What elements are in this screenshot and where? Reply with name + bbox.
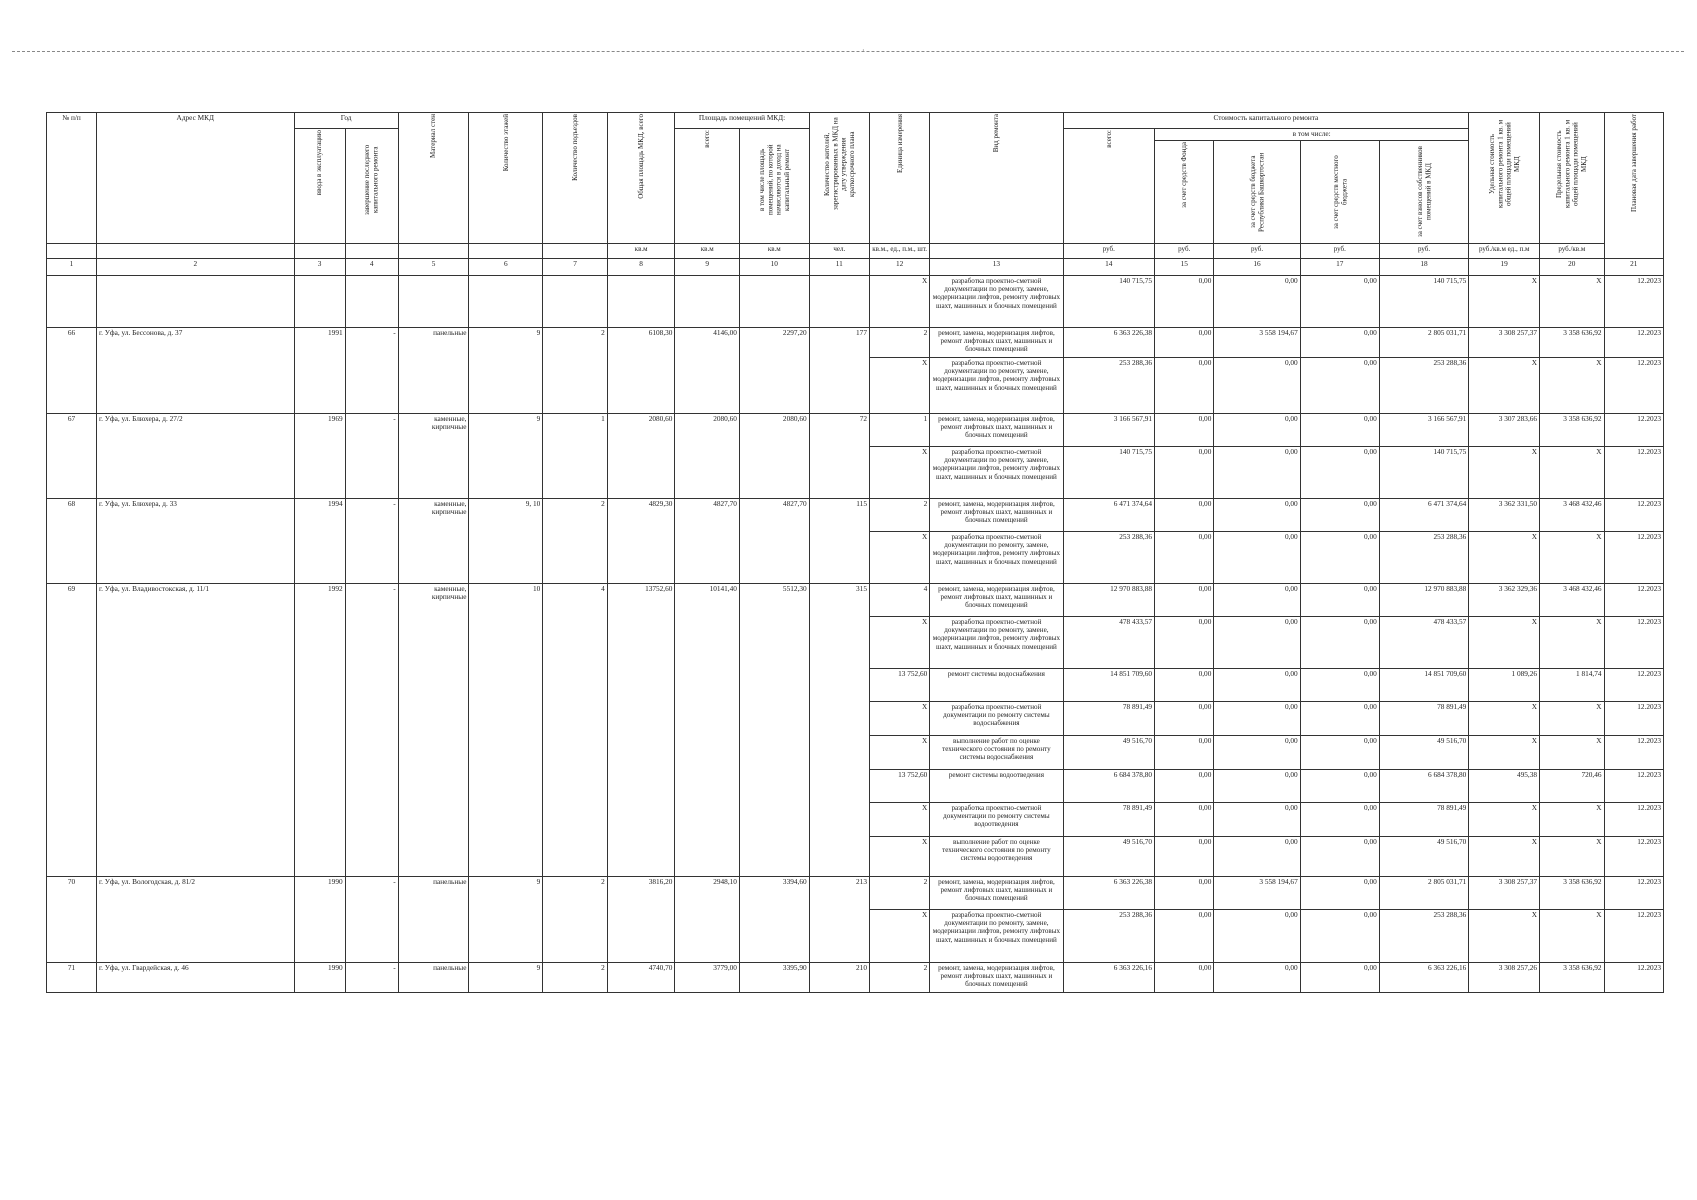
cell-f16: 0,00 bbox=[1214, 531, 1300, 583]
cell-f20: X bbox=[1540, 531, 1605, 583]
cell-unit: X bbox=[869, 836, 929, 876]
cell-work: ремонт, замена, модернизация лифтов, ремонт лифтовых шахт, машинных и блочных помещений bbox=[930, 583, 1063, 616]
cell-f16: 3 558 194,67 bbox=[1214, 327, 1300, 357]
table-row bbox=[47, 583, 1664, 616]
cell-fl bbox=[469, 275, 543, 327]
cell-f15: 0,00 bbox=[1155, 327, 1214, 357]
col-header-14: всего: bbox=[1063, 129, 1155, 244]
cell-f19: 495,38 bbox=[1469, 769, 1540, 802]
cell-en bbox=[543, 275, 608, 327]
cell-work: разработка проектно-сметной документации по ремонту, замене, модернизации лифтов, ремонту лифтовых шахт, машинных и блочных помещений bbox=[930, 357, 1063, 413]
col-header-18: за счет взносов собственников помещений в МКД bbox=[1379, 140, 1469, 243]
cell-f15: 0,00 bbox=[1155, 962, 1214, 992]
table-row bbox=[47, 962, 1664, 992]
cell-a10: 3394,60 bbox=[739, 876, 809, 962]
col-header-incl: в том числе: bbox=[1155, 129, 1469, 141]
col-header-7: Количество подъездов bbox=[543, 113, 608, 244]
col-header-5: Материал стен bbox=[398, 113, 469, 244]
cell-f21: 12.2023 bbox=[1604, 446, 1663, 498]
cell-f17: 0,00 bbox=[1300, 327, 1379, 357]
cell-f17: 0,00 bbox=[1300, 836, 1379, 876]
cell-unit: 2 bbox=[869, 962, 929, 992]
col-header-cost-group: Стоимость капитального ремонта bbox=[1063, 113, 1469, 129]
table-body bbox=[47, 275, 1664, 992]
cell-p11: 315 bbox=[809, 583, 869, 876]
cell-f16: 0,00 bbox=[1214, 909, 1300, 962]
cell-f21: 12.2023 bbox=[1604, 769, 1663, 802]
cell-f16: 0,00 bbox=[1214, 836, 1300, 876]
cell-f15: 0,00 bbox=[1155, 498, 1214, 531]
cell-f18: 49 516,70 bbox=[1379, 836, 1469, 876]
cell-a8: 2080,60 bbox=[607, 413, 675, 498]
cell-f20: 3 468 432,46 bbox=[1540, 498, 1605, 531]
cell-f15: 0,00 bbox=[1155, 531, 1214, 583]
cell-f19: 3 362 331,50 bbox=[1469, 498, 1540, 531]
cell-f17: 0,00 bbox=[1300, 962, 1379, 992]
capital-repair-table bbox=[46, 112, 1664, 993]
cell-total: 6 363 226,38 bbox=[1063, 876, 1155, 909]
table-row bbox=[47, 327, 1664, 357]
cell-num: 66 bbox=[47, 327, 97, 413]
cell-a10: 3395,90 bbox=[739, 962, 809, 992]
cell-f18: 78 891,49 bbox=[1379, 701, 1469, 735]
col-header-6: Количество этажей bbox=[469, 113, 543, 244]
cell-f21: 12.2023 bbox=[1604, 701, 1663, 735]
cell-f16: 0,00 bbox=[1214, 769, 1300, 802]
cell-unit: X bbox=[869, 446, 929, 498]
cell-unit: X bbox=[869, 275, 929, 327]
cell-total: 6 363 226,16 bbox=[1063, 962, 1155, 992]
col-header-2: Адрес МКД bbox=[96, 113, 294, 244]
cell-unit: 13 752,60 bbox=[869, 668, 929, 701]
cell-f17: 0,00 bbox=[1300, 446, 1379, 498]
cell-f21: 12.2023 bbox=[1604, 616, 1663, 668]
cell-y bbox=[294, 275, 345, 327]
col-header-20: Предельная стоимость капитального ремонта 1 кв. м общей площади помещений МКД bbox=[1540, 113, 1605, 244]
cell-a8: 6108,30 bbox=[607, 327, 675, 413]
cell-addr: г. Уфа, ул. Владивостокская, д. 11/1 bbox=[96, 583, 294, 876]
cell-num: 68 bbox=[47, 498, 97, 583]
cell-f16: 0,00 bbox=[1214, 962, 1300, 992]
cell-mat bbox=[398, 275, 469, 327]
cell-work: разработка проектно-сметной документации по ремонту системы водоснабжения bbox=[930, 701, 1063, 735]
cell-f18: 6 471 374,64 bbox=[1379, 498, 1469, 531]
cell-f20: X bbox=[1540, 275, 1605, 327]
cell-a10: 2297,20 bbox=[739, 327, 809, 413]
cell-lr: - bbox=[345, 413, 398, 498]
cell-f21: 12.2023 bbox=[1604, 909, 1663, 962]
cell-num: 69 bbox=[47, 583, 97, 876]
table-row bbox=[47, 275, 1664, 327]
cell-num bbox=[47, 275, 97, 327]
cell-f18: 14 851 709,60 bbox=[1379, 668, 1469, 701]
cell-a8: 4829,30 bbox=[607, 498, 675, 583]
cell-work: ремонт, замена, модернизация лифтов, ремонт лифтовых шахт, машинных и блочных помещений bbox=[930, 327, 1063, 357]
cell-mat: каменные, кирпичные bbox=[398, 583, 469, 876]
cell-mat: панельные bbox=[398, 962, 469, 992]
cell-unit: 2 bbox=[869, 498, 929, 531]
cell-f20: 1 814,74 bbox=[1540, 668, 1605, 701]
cell-f21: 12.2023 bbox=[1604, 802, 1663, 836]
cell-work: ремонт системы водоотведения bbox=[930, 769, 1063, 802]
cell-total: 478 433,57 bbox=[1063, 616, 1155, 668]
cell-total: 14 851 709,60 bbox=[1063, 668, 1155, 701]
cell-f15: 0,00 bbox=[1155, 446, 1214, 498]
cell-f16: 0,00 bbox=[1214, 583, 1300, 616]
cell-f18: 6 684 378,80 bbox=[1379, 769, 1469, 802]
cell-p11: 210 bbox=[809, 962, 869, 992]
cell-f15: 0,00 bbox=[1155, 583, 1214, 616]
cell-a9: 10141,40 bbox=[675, 583, 740, 876]
cell-lr: - bbox=[345, 327, 398, 413]
cell-f17: 0,00 bbox=[1300, 735, 1379, 769]
cell-mat: панельные bbox=[398, 327, 469, 413]
cell-f18: 3 166 567,91 bbox=[1379, 413, 1469, 446]
cell-addr: г. Уфа, ул. Блюхера, д. 27/2 bbox=[96, 413, 294, 498]
cell-f15: 0,00 bbox=[1155, 909, 1214, 962]
cell-num: 67 bbox=[47, 413, 97, 498]
col-header-19: Удельная стоимость капитального ремонта 1 кв. м общей площади помещений МКД bbox=[1469, 113, 1540, 244]
cell-unit: 2 bbox=[869, 327, 929, 357]
col-header-17: за счет средств местного бюджета bbox=[1300, 140, 1379, 243]
cell-f21: 12.2023 bbox=[1604, 962, 1663, 992]
cell-total: 6 471 374,64 bbox=[1063, 498, 1155, 531]
cell-f17: 0,00 bbox=[1300, 876, 1379, 909]
col-header-8: Общая площадь МКД, всего bbox=[607, 113, 675, 244]
cell-unit: X bbox=[869, 357, 929, 413]
cell-work: разработка проектно-сметной документации по ремонту системы водоотведения bbox=[930, 802, 1063, 836]
cell-unit: X bbox=[869, 802, 929, 836]
cell-f19: X bbox=[1469, 735, 1540, 769]
cell-f19: X bbox=[1469, 701, 1540, 735]
cell-num: 71 bbox=[47, 962, 97, 992]
cell-en: 1 bbox=[543, 413, 608, 498]
cell-f15: 0,00 bbox=[1155, 735, 1214, 769]
cell-f16: 0,00 bbox=[1214, 357, 1300, 413]
units-row: кв.м кв.м кв.м чел. кв.м., ед., п.м., шт. руб. руб. руб. руб. руб. руб./кв.м ед., п.м руб./кв.м bbox=[47, 243, 1664, 258]
cell-addr: г. Уфа, ул. Вологодская, д. 81/2 bbox=[96, 876, 294, 962]
cell-p11: 213 bbox=[809, 876, 869, 962]
cell-f20: X bbox=[1540, 836, 1605, 876]
table-row bbox=[47, 876, 1664, 909]
cell-y: 1991 bbox=[294, 327, 345, 413]
cell-total: 49 516,70 bbox=[1063, 836, 1155, 876]
cell-f21: 12.2023 bbox=[1604, 735, 1663, 769]
cell-work: ремонт, замена, модернизация лифтов, ремонт лифтовых шахт, машинных и блочных помещений bbox=[930, 962, 1063, 992]
cell-f15: 0,00 bbox=[1155, 876, 1214, 909]
cell-f19: X bbox=[1469, 357, 1540, 413]
cell-f18: 253 288,36 bbox=[1379, 357, 1469, 413]
cell-total: 253 288,36 bbox=[1063, 531, 1155, 583]
cell-f15: 0,00 bbox=[1155, 769, 1214, 802]
cell-f19: 3 307 283,66 bbox=[1469, 413, 1540, 446]
col-header-16: за счет средств бюджета Республики Башкортостан bbox=[1214, 140, 1300, 243]
cell-f18: 78 891,49 bbox=[1379, 802, 1469, 836]
table-row bbox=[47, 498, 1664, 531]
cell-total: 253 288,36 bbox=[1063, 357, 1155, 413]
cell-y: 1990 bbox=[294, 876, 345, 962]
cell-f15: 0,00 bbox=[1155, 357, 1214, 413]
cell-fl: 9 bbox=[469, 327, 543, 413]
cell-f21: 12.2023 bbox=[1604, 836, 1663, 876]
cell-total: 253 288,36 bbox=[1063, 909, 1155, 962]
cell-lr: - bbox=[345, 498, 398, 583]
cell-fl: 9 bbox=[469, 962, 543, 992]
cell-mat: каменные, кирпичные bbox=[398, 498, 469, 583]
cell-a10: 4827,70 bbox=[739, 498, 809, 583]
cell-f16: 0,00 bbox=[1214, 446, 1300, 498]
col-header-area-group: Площадь помещений МКД: bbox=[675, 113, 809, 129]
cell-total: 49 516,70 bbox=[1063, 735, 1155, 769]
cell-en: 2 bbox=[543, 327, 608, 413]
cell-f20: X bbox=[1540, 357, 1605, 413]
cell-f19: X bbox=[1469, 446, 1540, 498]
cell-f15: 0,00 bbox=[1155, 668, 1214, 701]
cell-f17: 0,00 bbox=[1300, 909, 1379, 962]
cell-f21: 12.2023 bbox=[1604, 327, 1663, 357]
cell-f17: 0,00 bbox=[1300, 583, 1379, 616]
cell-lr: - bbox=[345, 583, 398, 876]
cell-f21: 12.2023 bbox=[1604, 498, 1663, 531]
cell-f18: 140 715,75 bbox=[1379, 446, 1469, 498]
cell-f19: X bbox=[1469, 802, 1540, 836]
cell-total: 6 363 226,38 bbox=[1063, 327, 1155, 357]
cell-unit: X bbox=[869, 616, 929, 668]
cell-f15: 0,00 bbox=[1155, 701, 1214, 735]
cell-f16: 0,00 bbox=[1214, 616, 1300, 668]
cell-f18: 253 288,36 bbox=[1379, 909, 1469, 962]
cell-f20: X bbox=[1540, 735, 1605, 769]
cell-a9: 2948,10 bbox=[675, 876, 740, 962]
col-header-11: Количество жителей, зарегистрированных в МКД на дату утверждения краткосрочного плана bbox=[809, 113, 869, 244]
cell-y: 1994 bbox=[294, 498, 345, 583]
cell-a8: 4740,70 bbox=[607, 962, 675, 992]
cell-f20: X bbox=[1540, 802, 1605, 836]
table-row bbox=[47, 413, 1664, 446]
cell-p11: 177 bbox=[809, 327, 869, 413]
cell-en: 2 bbox=[543, 962, 608, 992]
cell-f17: 0,00 bbox=[1300, 275, 1379, 327]
cell-p11: 72 bbox=[809, 413, 869, 498]
cell-f15: 0,00 bbox=[1155, 275, 1214, 327]
cell-addr bbox=[96, 275, 294, 327]
cell-total: 6 684 378,80 bbox=[1063, 769, 1155, 802]
cell-p11: 115 bbox=[809, 498, 869, 583]
cell-f21: 12.2023 bbox=[1604, 357, 1663, 413]
col-header-9: всего: bbox=[675, 129, 740, 244]
cell-f20: X bbox=[1540, 616, 1605, 668]
cell-f17: 0,00 bbox=[1300, 802, 1379, 836]
cell-y: 1990 bbox=[294, 962, 345, 992]
col-header-12: Единица измерения bbox=[869, 113, 929, 244]
cell-addr: г. Уфа, ул. Блюхера, д. 33 bbox=[96, 498, 294, 583]
cell-work: разработка проектно-сметной документации по ремонту, замене, модернизации лифтов, ремонту лифтовых шахт, машинных и блочных помещений bbox=[930, 909, 1063, 962]
cell-f17: 0,00 bbox=[1300, 498, 1379, 531]
cell-f15: 0,00 bbox=[1155, 616, 1214, 668]
cell-fl: 9 bbox=[469, 413, 543, 498]
cell-f20: 3 358 636,92 bbox=[1540, 413, 1605, 446]
cell-f21: 12.2023 bbox=[1604, 876, 1663, 909]
scan-mark: · bbox=[862, 46, 865, 55]
cell-f16: 3 558 194,67 bbox=[1214, 876, 1300, 909]
cell-f20: 3 358 636,92 bbox=[1540, 962, 1605, 992]
col-header-3: ввода в эксплуатацию bbox=[294, 129, 345, 244]
col-header-15: за счет средств Фонда bbox=[1155, 140, 1214, 243]
cell-fl: 9, 10 bbox=[469, 498, 543, 583]
cell-f16: 0,00 bbox=[1214, 275, 1300, 327]
cell-f20: 3 468 432,46 bbox=[1540, 583, 1605, 616]
cell-f19: 3 308 257,37 bbox=[1469, 876, 1540, 909]
cell-total: 140 715,75 bbox=[1063, 275, 1155, 327]
cell-f19: 3 308 257,26 bbox=[1469, 962, 1540, 992]
cell-f16: 0,00 bbox=[1214, 802, 1300, 836]
cell-en: 4 bbox=[543, 583, 608, 876]
cell-a8: 13752,60 bbox=[607, 583, 675, 876]
cell-fl: 9 bbox=[469, 876, 543, 962]
cell-total: 78 891,49 bbox=[1063, 802, 1155, 836]
cell-f20: 3 358 636,92 bbox=[1540, 327, 1605, 357]
col-header-21: Плановая дата завершения работ bbox=[1604, 113, 1663, 259]
cell-f18: 12 970 883,88 bbox=[1379, 583, 1469, 616]
cell-a10: 5512,30 bbox=[739, 583, 809, 876]
cell-f21: 12.2023 bbox=[1604, 583, 1663, 616]
cell-a9: 4827,70 bbox=[675, 498, 740, 583]
cell-work: разработка проектно-сметной документации по ремонту, замене, модернизации лифтов, ремонту лифтовых шахт, машинных и блочных помещений bbox=[930, 531, 1063, 583]
cell-unit: X bbox=[869, 531, 929, 583]
cell-f21: 12.2023 bbox=[1604, 668, 1663, 701]
cell-f16: 0,00 bbox=[1214, 413, 1300, 446]
cell-f15: 0,00 bbox=[1155, 836, 1214, 876]
cell-f19: 3 308 257,37 bbox=[1469, 327, 1540, 357]
cell-work: ремонт, замена, модернизация лифтов, ремонт лифтовых шахт, машинных и блочных помещений bbox=[930, 413, 1063, 446]
cell-f18: 253 288,36 bbox=[1379, 531, 1469, 583]
cell-total: 3 166 567,91 bbox=[1063, 413, 1155, 446]
cell-f17: 0,00 bbox=[1300, 616, 1379, 668]
cell-fl: 10 bbox=[469, 583, 543, 876]
cell-f17: 0,00 bbox=[1300, 357, 1379, 413]
cell-f15: 0,00 bbox=[1155, 413, 1214, 446]
cell-f21: 12.2023 bbox=[1604, 275, 1663, 327]
cell-f20: 720,46 bbox=[1540, 769, 1605, 802]
cell-f20: X bbox=[1540, 701, 1605, 735]
cell-p11 bbox=[809, 275, 869, 327]
cell-f20: 3 358 636,92 bbox=[1540, 876, 1605, 909]
cell-en: 2 bbox=[543, 876, 608, 962]
cell-f18: 2 805 031,71 bbox=[1379, 876, 1469, 909]
cell-work: выполнение работ по оценке технического состояния по ремонту системы водоснабжения bbox=[930, 735, 1063, 769]
cell-f16: 0,00 bbox=[1214, 668, 1300, 701]
cell-f16: 0,00 bbox=[1214, 498, 1300, 531]
cell-work: ремонт, замена, модернизация лифтов, ремонт лифтовых шахт, машинных и блочных помещений bbox=[930, 876, 1063, 909]
cell-f16: 0,00 bbox=[1214, 701, 1300, 735]
col-header-10: в том числе площадь помещений, по которой начисляются в доход на капитальный ремонт bbox=[739, 129, 809, 244]
cell-a9: 4146,00 bbox=[675, 327, 740, 413]
cell-work: разработка проектно-сметной документации по ремонту, замене, модернизации лифтов, ремонту лифтовых шахт, машинных и блочных помещений bbox=[930, 275, 1063, 327]
cell-work: разработка проектно-сметной документации по ремонту, замене, модернизации лифтов, ремонту лифтовых шахт, машинных и блочных помещений bbox=[930, 446, 1063, 498]
col-header-4: завершение последнего капитального ремонта bbox=[345, 129, 398, 244]
cell-f18: 478 433,57 bbox=[1379, 616, 1469, 668]
cell-num: 70 bbox=[47, 876, 97, 962]
cell-f17: 0,00 bbox=[1300, 413, 1379, 446]
cell-unit: X bbox=[869, 909, 929, 962]
cell-f17: 0,00 bbox=[1300, 701, 1379, 735]
cell-f19: X bbox=[1469, 275, 1540, 327]
cell-f17: 0,00 bbox=[1300, 531, 1379, 583]
cell-f18: 140 715,75 bbox=[1379, 275, 1469, 327]
cell-a9 bbox=[675, 275, 740, 327]
cell-a10 bbox=[739, 275, 809, 327]
col-header-13: Вид ремонта bbox=[930, 113, 1063, 244]
cell-f15: 0,00 bbox=[1155, 802, 1214, 836]
cell-f17: 0,00 bbox=[1300, 769, 1379, 802]
cell-f19: X bbox=[1469, 836, 1540, 876]
cell-en: 2 bbox=[543, 498, 608, 583]
cell-f19: X bbox=[1469, 531, 1540, 583]
col-header-year: Год bbox=[294, 113, 398, 129]
cell-unit: X bbox=[869, 701, 929, 735]
cell-unit: 1 bbox=[869, 413, 929, 446]
cell-f17: 0,00 bbox=[1300, 668, 1379, 701]
cell-work: выполнение работ по оценке технического состояния по ремонту системы водоотведения bbox=[930, 836, 1063, 876]
col-header-1: № п/п bbox=[47, 113, 97, 244]
cell-lr: - bbox=[345, 876, 398, 962]
cell-work: ремонт системы водоснабжения bbox=[930, 668, 1063, 701]
cell-f20: X bbox=[1540, 909, 1605, 962]
cell-a9: 2080,60 bbox=[675, 413, 740, 498]
cell-a8: 3816,20 bbox=[607, 876, 675, 962]
cell-f19: X bbox=[1469, 616, 1540, 668]
cell-f21: 12.2023 bbox=[1604, 531, 1663, 583]
cell-a8 bbox=[607, 275, 675, 327]
cell-lr bbox=[345, 275, 398, 327]
cell-unit: 4 bbox=[869, 583, 929, 616]
cell-y: 1969 bbox=[294, 413, 345, 498]
cell-f18: 49 516,70 bbox=[1379, 735, 1469, 769]
cell-f18: 6 363 226,16 bbox=[1379, 962, 1469, 992]
cell-a10: 2080,60 bbox=[739, 413, 809, 498]
cell-unit: X bbox=[869, 735, 929, 769]
cell-addr: г. Уфа, ул. Бессонова, д. 37 bbox=[96, 327, 294, 413]
cell-unit: 13 752,60 bbox=[869, 769, 929, 802]
cell-work: ремонт, замена, модернизация лифтов, ремонт лифтовых шахт, машинных и блочных помещений bbox=[930, 498, 1063, 531]
cell-y: 1992 bbox=[294, 583, 345, 876]
column-number-row: 1 2 3 4 5 6 7 8 9 10 11 12 13 14 15 16 17 18 19 20 21 bbox=[47, 258, 1664, 275]
cell-total: 140 715,75 bbox=[1063, 446, 1155, 498]
cell-f18: 2 805 031,71 bbox=[1379, 327, 1469, 357]
cell-total: 12 970 883,88 bbox=[1063, 583, 1155, 616]
cell-f19: X bbox=[1469, 909, 1540, 962]
cell-f21: 12.2023 bbox=[1604, 413, 1663, 446]
cell-addr: г. Уфа, ул. Гвардейская, д. 46 bbox=[96, 962, 294, 992]
cell-total: 78 891,49 bbox=[1063, 701, 1155, 735]
cell-mat: каменные, кирпичные bbox=[398, 413, 469, 498]
cell-a9: 3779,00 bbox=[675, 962, 740, 992]
cell-f20: X bbox=[1540, 446, 1605, 498]
cell-unit: 2 bbox=[869, 876, 929, 909]
cell-f19: 3 362 329,36 bbox=[1469, 583, 1540, 616]
cell-f19: 1 089,26 bbox=[1469, 668, 1540, 701]
cell-mat: панельные bbox=[398, 876, 469, 962]
cell-f16: 0,00 bbox=[1214, 735, 1300, 769]
cell-work: разработка проектно-сметной документации по ремонту, замене, модернизации лифтов, ремонту лифтовых шахт, машинных и блочных помещений bbox=[930, 616, 1063, 668]
scan-top-rule bbox=[12, 51, 1684, 52]
cell-lr: - bbox=[345, 962, 398, 992]
